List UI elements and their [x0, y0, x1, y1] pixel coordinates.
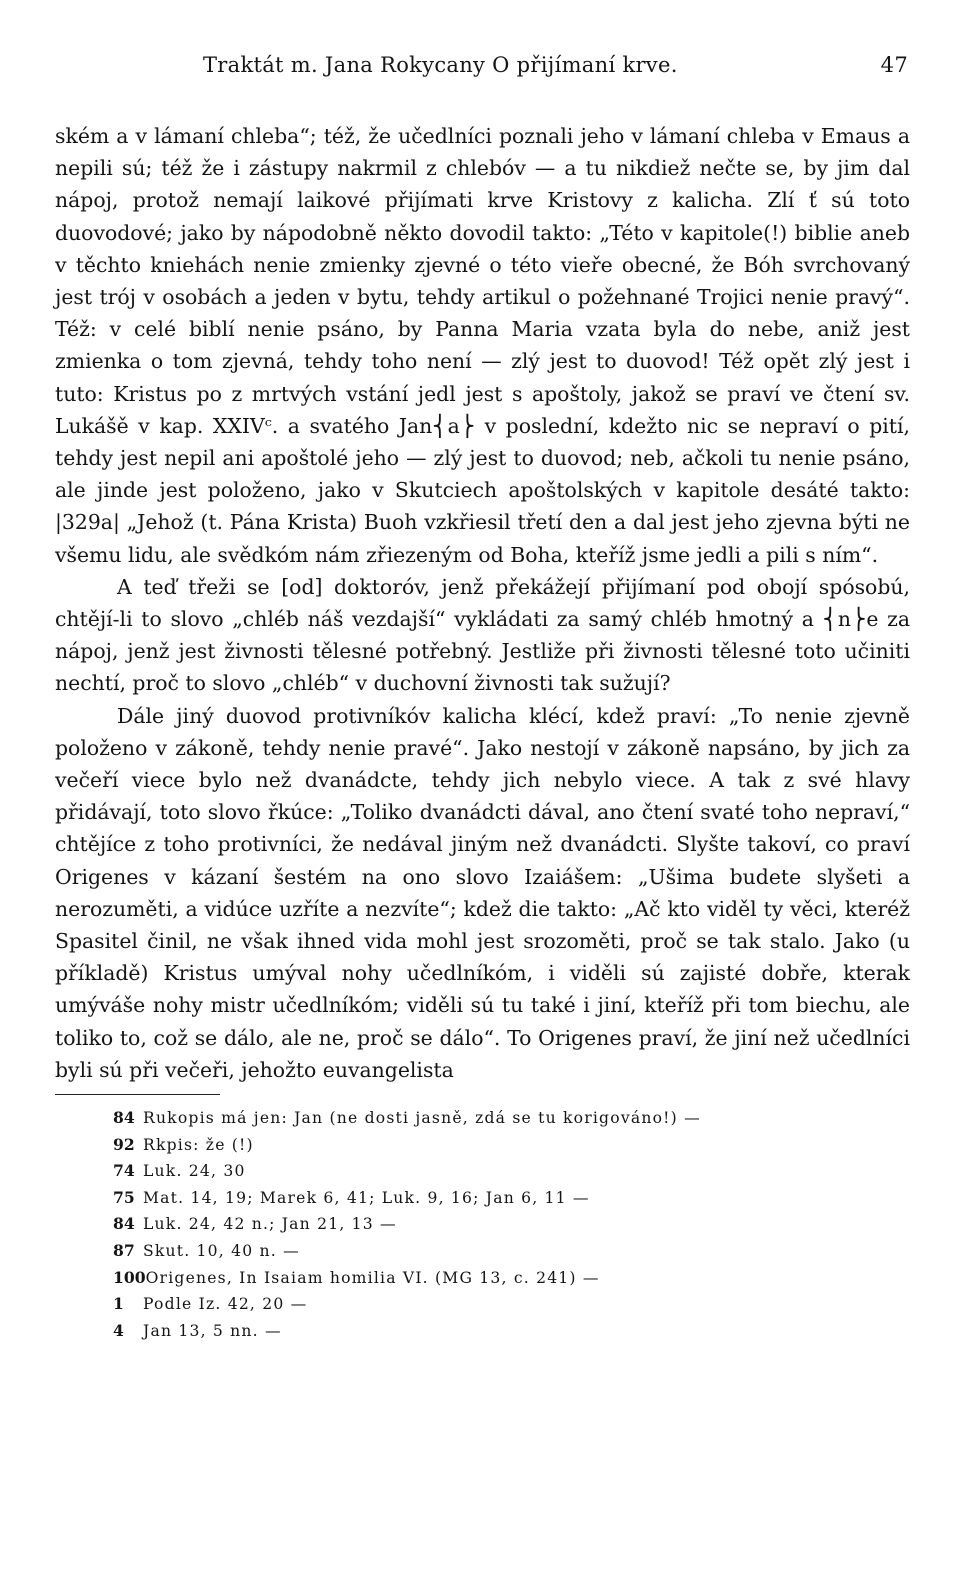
body-text	[55, 120, 910, 1086]
running-head	[55, 50, 910, 80]
footnote-text: Skut. 10, 40 n. —	[143, 1242, 300, 1261]
footnote-text: Podle Iz. 42, 20 —	[143, 1295, 308, 1314]
footnote	[113, 1105, 910, 1132]
footnote	[113, 1238, 910, 1265]
footnote-number: 100	[113, 1267, 146, 1287]
running-title: Traktát m. Jana Rokycany O přijímaní krve.	[203, 53, 678, 77]
footnote-number: 84	[113, 1214, 135, 1234]
footnote-number: 74	[113, 1161, 135, 1181]
footnote	[113, 1318, 910, 1345]
footnote-number: 92	[113, 1134, 135, 1154]
footnote-text: Origenes, In Isaiam homilia VI. (MG 13, c. 241) —	[145, 1268, 600, 1287]
footnote	[113, 1158, 910, 1185]
footnote-number: 4	[113, 1320, 124, 1340]
footnote-text: Mat. 14, 19; Marek 6, 41; Luk. 9, 16; Jan 6, 11 —	[143, 1188, 590, 1207]
footnote	[113, 1291, 910, 1318]
page-number: 47	[880, 53, 908, 77]
footnote	[113, 1211, 910, 1238]
footnote-text: Rkpis: že (!)	[143, 1135, 254, 1154]
footnote	[113, 1185, 910, 1212]
footnote	[113, 1132, 910, 1159]
paragraph-1: ském a v lámaní chleba“; též, že učedlníci poznali jeho v lámaní chleba v Emaus a nepili sú; též že i zástupy nakrmil z chlebóv — a tu nikdiež nečte se, by jim dal nápoj, protož nemají laikové přijímati krve Kristovy z kalicha. Zlí ť sú toto duovodové; jako by nápodobně někto dovodil takto: „Této v kapitole(!) biblie aneb v těchto kniehách nenie zmienky zjevné o této vieře obecné, že Bóh svrchovaný jest trój v osobách a jeden v bytu, tehdy artikul o požehnané Trojici nenie pravý“. Též: v celé biblí nenie psáno, by Panna Maria vzata byla do nebe, aniž jest zmienka o tom zjevná, tehdy toho není — zlý jest to duovod! Též opět zlý jest i tuto: Kristus po z mrtvých vstání jedl jest s apoštoly, jakož se praví ve čtení sv. Lukášě v kap. XXIVᶜ. a svatého Jan⎨a⎬ v poslední, kdežto nic se nepraví o pití, tehdy jest nepil ani apoštolé jeho — zlý jest to duovod; neb, ačkoli tu nenie psáno, ale jinde jest položeno, jako v Skutciech apoštolských v kapitole desáté takto: |329a| „Jehož (t. Pána Krista) Buoh vzkřiesil třetí den a dal jest jeho zjevna býti ne všemu lidu, ale svědkóm nám zřiezeným od Boha, kteříž jsme jedli a pili s ním“.	[55, 124, 910, 567]
footnote	[113, 1265, 910, 1292]
footnote-number: 1	[113, 1294, 124, 1314]
footnote-rule	[55, 1094, 220, 1095]
footnote-text: Rukopis má jen: Jan (ne dosti jasně, zdá se tu korigováno!) —	[143, 1109, 701, 1128]
footnote-number: 75	[113, 1187, 135, 1207]
footnote-text: Luk. 24, 30	[143, 1162, 246, 1181]
book-page	[55, 50, 910, 1344]
footnote-text: Luk. 24, 42 n.; Jan 21, 13 —	[143, 1215, 397, 1234]
footnote-text: Jan 13, 5 nn. —	[143, 1321, 282, 1340]
footnote-number: 87	[113, 1241, 135, 1261]
footnotes	[55, 1105, 910, 1344]
paragraph-3: Dále jiný duovod protivníkóv kalicha klécí, kdež praví: „To nenie zjevně položeno v zákoně, tehdy nenie pravé“. Jako nestojí v zákoně napsáno, by jich za večeří viece bylo než dvanádcte, tehdy jich nebylo viece. A tak z své hlavy přidávají, toto slovo řkúce: „Toliko dvanádcti dával, ano čtení svaté toho nepraví,“ chtějíce z toho protivníci, že nedával jiným než dvanádcti. Slyšte takoví, co praví Origenes v kázaní šestém na ono slovo Izaiášem: „Ušima budete slyšeti a nerozuměti, a vidúce uzříte a nezvíte“; kdež die takto: „Ač kto viděl ty věci, kteréž Spasitel činil, ne však ihned vida mohl jest srozoměti, proč se tak stalo. Jako (u příkladě) Kristus umýval nohy učedlníkóm, i viděli sú zajisté dobře, kterak umýváše nohy mistr učedlníkóm; viděli sú tu také i jiní, kteříž při tom biechu, ale toliko to, což se dálo, ale ne, proč se dálo“. To Origenes praví, že jiní než učedlníci byli sú při večeři, jehožto euvangelista	[55, 703, 910, 1082]
footnote-number: 84	[113, 1108, 135, 1128]
paragraph-2: A teď třeži se [od] doktoróv, jenž překážejí přijímaní pod obojí spósobú, chtějí-li to slovo „chléb náš vezdajší“ vykládati za samý chléb hmotný a ⎨n⎬e za nápoj, jenž jest živnosti tělesné potřebný. Jestliže při živnosti tělesné toto učiniti nechtí, proč to slovo „chléb“ v duchovní živnosti tak sužují?	[55, 574, 910, 696]
